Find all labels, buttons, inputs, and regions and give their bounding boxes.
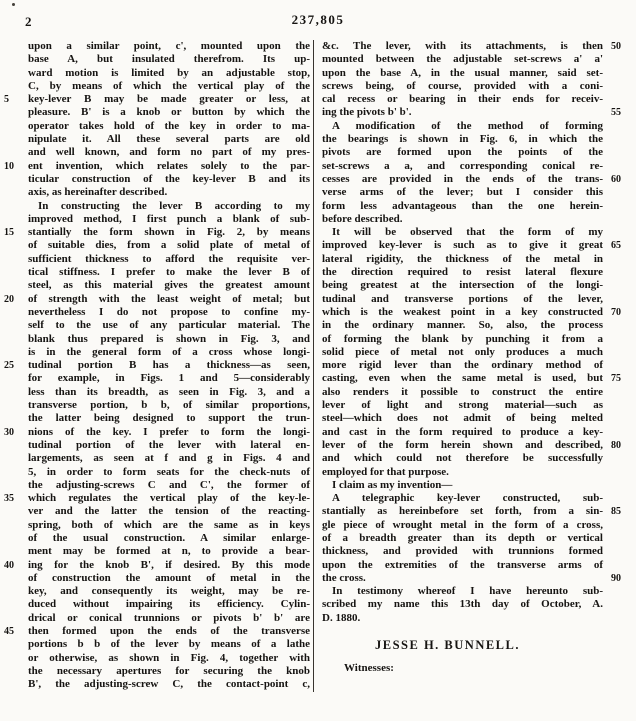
- text-line: [322, 333, 603, 346]
- right-column-lines: [322, 40, 621, 625]
- text-line: [28, 545, 310, 558]
- line-text: It will be observed that the form of my: [332, 226, 603, 239]
- text-line: [28, 612, 310, 625]
- text-line: [28, 519, 310, 532]
- text-line: [322, 452, 603, 465]
- line-text: pleasure. B' is a knob or button by which the: [28, 106, 310, 119]
- line-text: verse arms of the lever; but I consider this: [322, 186, 603, 199]
- text-line: [322, 146, 603, 159]
- line-number: 75: [611, 373, 621, 385]
- text-line: [4, 359, 310, 372]
- text-line: [322, 612, 603, 625]
- line-text: stantially the form shown in Fig. 2, by means: [28, 226, 310, 239]
- line-number: 30: [4, 426, 14, 438]
- text-line: [322, 93, 603, 106]
- line-text: and which could not therefore be successfully: [322, 452, 603, 465]
- line-text: largements, as seen at f and g in Figs. 4 and: [28, 452, 310, 465]
- text-line: [28, 372, 310, 385]
- text-line: [322, 53, 603, 66]
- line-text: steel—which does not admit of being melted: [322, 412, 603, 425]
- line-text: steel, as this material gives the greatest amount: [28, 279, 310, 292]
- text-line: [322, 492, 603, 505]
- line-text: which regulates the vertical play of the key-le-: [28, 492, 310, 505]
- line-text: the cross.: [322, 571, 366, 584]
- text-line: [4, 558, 310, 572]
- line-text: portions b b of the lever by means of a lathe: [28, 638, 310, 651]
- line-text: ent invention, which relates solely to the par-: [28, 159, 310, 172]
- text-line: [322, 106, 621, 119]
- line-text: of suitable dies, from a solid plate of metal of: [28, 239, 310, 252]
- line-text: also renders it possible to construct the entire: [322, 385, 603, 398]
- line-number: 20: [4, 293, 14, 305]
- line-text: scribed my name this 13th day of October, A.: [322, 598, 603, 611]
- line-text: in the ordinary manner. So, also, the process: [322, 319, 603, 332]
- text-line: [28, 678, 310, 691]
- text-line: [28, 200, 310, 213]
- text-line: [28, 638, 310, 651]
- text-line: [28, 333, 310, 346]
- line-text: ment may be formed at n, to provide a bear-: [28, 545, 310, 558]
- line-text: base A, but insulated therefrom. Its up-: [28, 53, 310, 66]
- text-line: [322, 399, 603, 412]
- text-line: [28, 386, 310, 399]
- line-text: key-lever B may be made greater or less, at: [28, 93, 310, 106]
- line-text: solid piece of metal not only produces a much: [322, 345, 603, 358]
- line-number: 65: [611, 240, 621, 252]
- text-line: [28, 532, 310, 545]
- text-line: [28, 306, 310, 319]
- line-text: axis, as hereinafter described.: [28, 186, 168, 199]
- text-line: [28, 399, 310, 412]
- text-line: [4, 226, 310, 239]
- line-text: In testimony whereof I have hereunto sub-: [332, 585, 603, 598]
- text-line: [322, 585, 603, 598]
- text-line: [322, 479, 603, 492]
- text-line: [28, 412, 310, 425]
- text-line: [322, 67, 603, 80]
- line-text: is in the general form of a cross whose longi-: [28, 345, 310, 358]
- text-line: [28, 652, 310, 665]
- line-text: A telegraphic key-lever constructed, sub-: [332, 492, 603, 505]
- text-line: [28, 439, 310, 452]
- text-line: [28, 665, 310, 678]
- line-text: and well known, and form no part of my pres-: [28, 146, 310, 159]
- line-text: transverse portion, b b, of similar proportions,: [28, 399, 310, 412]
- text-line: [28, 106, 310, 119]
- line-text: ticular construction of the key-lever B and its: [28, 172, 310, 185]
- line-text: cesses are provided in the ends of the trans-: [322, 172, 603, 185]
- line-text: operator takes hold of the key in order to ma-: [28, 119, 310, 132]
- line-number: 90: [611, 572, 621, 584]
- line-text: blank thus prepared is shown in Fig. 3, and: [28, 332, 310, 345]
- line-text: upon the base A, in the usual manner, said set-: [322, 66, 603, 79]
- text-line: [322, 40, 621, 53]
- line-text: of forming the blank by punching it from a: [322, 332, 603, 345]
- text-line: [28, 213, 310, 226]
- line-text: lever of the form herein shown and described,: [322, 438, 603, 451]
- text-line: [28, 173, 310, 186]
- text-line: [28, 133, 310, 146]
- line-text: then formed upon the ends of the transverse: [28, 625, 310, 638]
- text-line: [322, 519, 603, 532]
- text-line: [322, 505, 621, 518]
- text-line: [28, 266, 310, 279]
- scan-speck: [12, 3, 15, 6]
- line-text: D. 1880.: [322, 611, 361, 624]
- line-text: I claim as my invention—: [332, 478, 453, 491]
- line-number: 55: [611, 107, 621, 119]
- text-line: [28, 67, 310, 80]
- line-text: the latter being designed to support the trun-: [28, 412, 310, 425]
- witnesses-label: Witnesses:: [344, 662, 394, 675]
- line-text: tudinal and transverse portions of the lever,: [322, 292, 603, 305]
- text-line: [28, 585, 310, 598]
- line-text: lateral rigidity, the thickness of the metal in: [322, 252, 603, 265]
- text-line: [322, 266, 603, 279]
- line-text: the bearings is shown in Fig. 6, in which the: [322, 133, 603, 146]
- line-text: lever of light and strong material—such as: [322, 399, 603, 412]
- line-text: A modification of the method of forming: [332, 119, 603, 132]
- line-text: 5, in order to form seats for the check-nuts of: [28, 465, 310, 478]
- text-line: [322, 133, 603, 146]
- line-text: upon the extremities of the transverse arms of: [322, 558, 603, 571]
- line-text: ver and the latter the tension of the reacting-: [28, 505, 310, 518]
- text-line: [4, 425, 310, 439]
- line-text: form less advantageous than the one herein-: [322, 199, 603, 212]
- line-number: 60: [611, 173, 621, 185]
- line-number: 35: [4, 493, 14, 505]
- line-text: the necessary apertures for securing the knob: [28, 664, 310, 677]
- line-text: key, and consequently its weight, may be re-: [28, 585, 310, 598]
- text-line: [28, 120, 310, 133]
- text-line: [322, 359, 603, 372]
- line-text: employed for that purpose.: [322, 465, 449, 478]
- text-line: [322, 279, 603, 292]
- text-line: [28, 40, 310, 53]
- text-line: [322, 226, 603, 239]
- line-text: casting, even when the same metal is used, but: [322, 372, 603, 385]
- text-line: [4, 292, 310, 306]
- left-column: [4, 40, 310, 692]
- text-line: [322, 559, 603, 572]
- text-line: [28, 186, 310, 199]
- line-text: pivots are formed upon the points of the: [322, 146, 603, 159]
- line-text: gle piece of wrought metal in the form of a cross,: [322, 518, 603, 531]
- line-text: the direction required to resist lateral flexure: [322, 266, 603, 279]
- text-line: [322, 160, 603, 173]
- text-line: [28, 253, 310, 266]
- text-line: [322, 305, 621, 319]
- line-number: 10: [4, 160, 14, 172]
- line-text: less than its breadth, as seen in Fig. 3, and a: [28, 385, 310, 398]
- text-line: [28, 80, 310, 93]
- text-line: [322, 80, 603, 93]
- line-text: of the usual construction. A similar enlarge-: [28, 531, 310, 544]
- line-text: tudinal portion of the lever with lateral en-: [28, 438, 310, 451]
- line-text: spring, both of which are the same as in keys: [28, 518, 310, 531]
- text-line: [4, 625, 310, 638]
- line-text: B', the adjusting-screw C, the contact-point c,: [28, 678, 310, 691]
- line-text: more rigid lever than the ordinary method of: [322, 359, 603, 372]
- line-text: &c. The lever, with its attachments, is then: [322, 40, 603, 52]
- text-line: [322, 213, 603, 226]
- line-text: C, by means of which the vertical play of the: [28, 79, 310, 92]
- line-text: the adjusting-screws C and C', the former of: [28, 478, 310, 491]
- line-text: and cast in the form required to produce a key-: [322, 425, 603, 438]
- text-line: [322, 172, 621, 186]
- line-text: nipulate it. All these several parts are old: [28, 133, 310, 146]
- text-line: [28, 146, 310, 159]
- line-text: upon a similar point, c', mounted upon the: [28, 40, 310, 52]
- text-line: [322, 319, 603, 332]
- line-number: 50: [611, 41, 621, 52]
- line-text: screws being, of course, provided with a coni-: [322, 79, 603, 92]
- text-line: [4, 93, 310, 106]
- text-line: [28, 598, 310, 611]
- line-text: ing the pivots b' b'.: [322, 106, 412, 119]
- line-text: improved key-lever is such as to give it great: [322, 239, 603, 252]
- text-line: [322, 372, 621, 385]
- page-header: [0, 8, 636, 30]
- line-text: cal recess or bearing in their ends for receiv-: [322, 93, 603, 106]
- text-line: [28, 466, 310, 479]
- line-text: being greatest at the intersection of the longi-: [322, 279, 603, 292]
- text-line: [4, 492, 310, 505]
- line-text: nions of the key. I prefer to form the longi-: [28, 425, 310, 438]
- column-divider: [313, 40, 314, 692]
- line-text: of a breadth greater than its depth or vertical: [322, 531, 603, 544]
- line-text: tical stiffness. I prefer to make the lever B of: [28, 266, 310, 279]
- text-line: [28, 346, 310, 359]
- witnesses-block: [322, 661, 603, 675]
- text-line: [322, 239, 621, 252]
- line-text: sufficient thickness to afford the requisite ver-: [28, 252, 310, 265]
- text-line: [322, 200, 603, 213]
- line-text: ward motion is limited by an adjustable stop,: [28, 66, 310, 79]
- line-text: improved method, I first punch a blank of sub-: [28, 212, 310, 225]
- line-text: before described.: [322, 212, 403, 225]
- text-line: [28, 53, 310, 66]
- line-number: 80: [611, 439, 621, 451]
- text-line: [28, 452, 310, 465]
- patent-number: 237,805: [291, 12, 345, 27]
- text-line: [322, 120, 603, 133]
- line-text: stantially as hereinbefore set forth, from a sin-: [322, 505, 603, 518]
- line-number: 25: [4, 360, 14, 372]
- text-line: [28, 572, 310, 585]
- line-text: for example, in Figs. 1 and 5—considerably: [28, 372, 310, 385]
- text-line: [322, 186, 603, 199]
- text-line: [28, 319, 310, 332]
- text-line: [322, 412, 603, 425]
- line-text: mounted between the adjustable set-screws a' a': [322, 53, 603, 66]
- text-line: [322, 598, 603, 611]
- line-text: of construction the amount of metal in the: [28, 571, 310, 584]
- text-line: [322, 253, 603, 266]
- line-number: 40: [4, 559, 14, 571]
- line-number: 15: [4, 227, 14, 239]
- line-text: of strength with the least weight of metal; but: [28, 292, 310, 305]
- text-line: [322, 532, 603, 545]
- text-line: [322, 466, 603, 479]
- line-number: 5: [4, 94, 9, 106]
- line-number: 70: [611, 306, 621, 318]
- document-body: [4, 40, 621, 692]
- line-text: nevertheless I do not propose to confine my-: [28, 305, 310, 318]
- page-number: 2: [25, 14, 32, 29]
- line-text: self to the use of any particular material. The: [28, 319, 310, 332]
- text-line: [28, 239, 310, 252]
- line-text: ing for the knob B', if desired. By this mode: [28, 558, 310, 571]
- line-number: 45: [4, 626, 14, 638]
- text-line: [322, 571, 621, 585]
- line-text: or otherwise, as shown in Fig. 4, together with: [28, 651, 310, 664]
- line-text: which is the weakest point in a key constructed: [322, 305, 603, 318]
- text-line: [322, 438, 621, 452]
- line-text: In constructing the lever B according to my: [38, 199, 310, 212]
- line-number: 85: [611, 506, 621, 518]
- line-text: duced without impairing its efficiency. Cylin-: [28, 598, 310, 611]
- text-line: [322, 386, 603, 399]
- line-text: tudinal portion B has a thickness—as seen,: [28, 359, 310, 372]
- text-line: [28, 505, 310, 518]
- text-line: [28, 479, 310, 492]
- text-line: [322, 346, 603, 359]
- signature: JESSE H. BUNNELL.: [375, 638, 520, 653]
- text-line: [322, 545, 603, 558]
- text-line: [322, 426, 603, 439]
- right-column: [322, 40, 621, 692]
- line-text: set-screws a a, and corresponding conical re-: [322, 159, 603, 172]
- text-line: [4, 159, 310, 173]
- line-text: thickness, and provided with trunnions formed: [322, 545, 603, 558]
- text-line: [28, 279, 310, 292]
- text-line: [322, 293, 603, 306]
- line-text: drical or conical trunnions or pivots b' b' are: [28, 611, 310, 624]
